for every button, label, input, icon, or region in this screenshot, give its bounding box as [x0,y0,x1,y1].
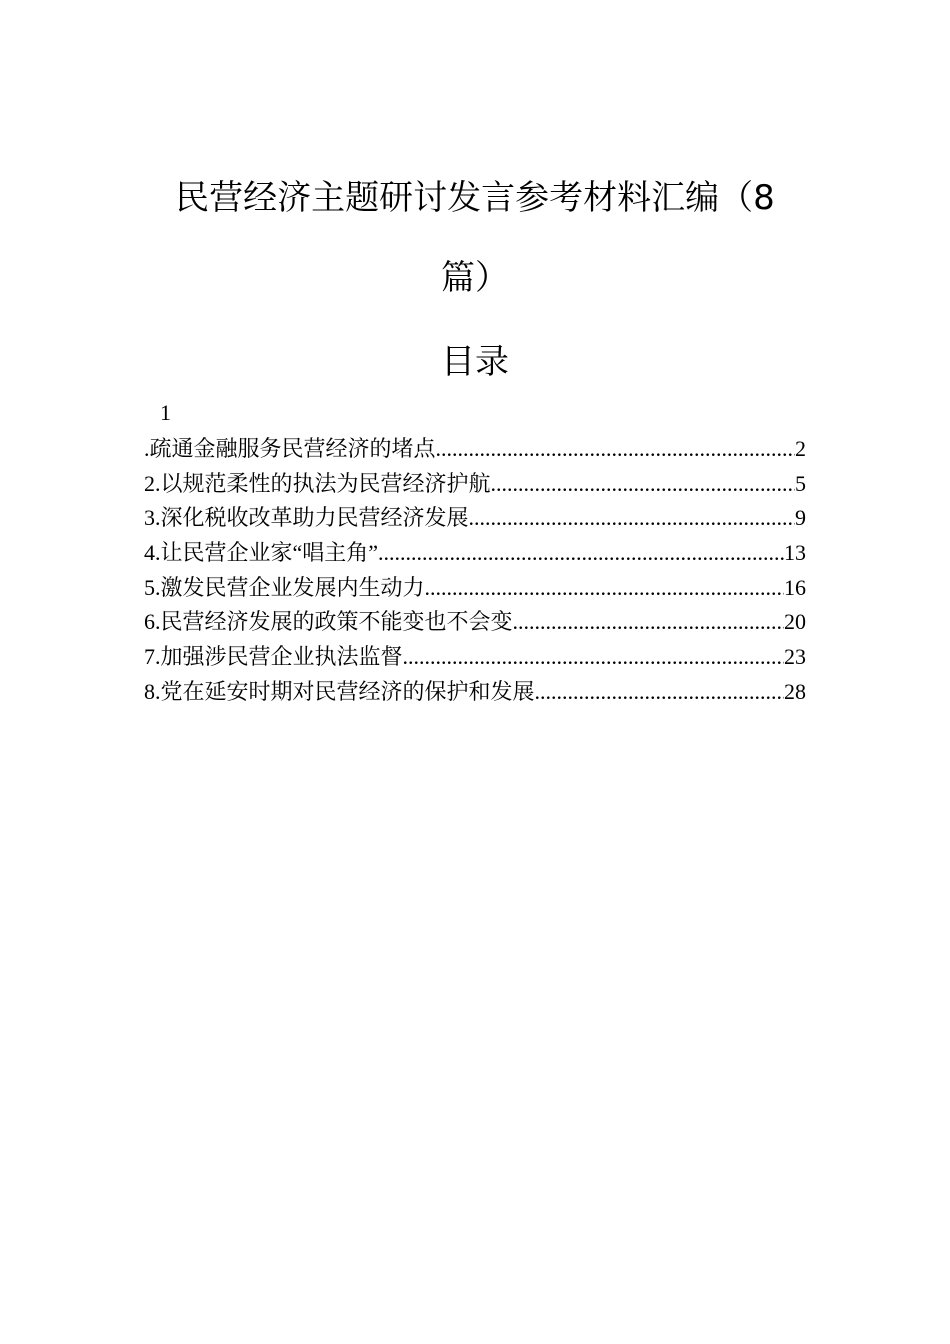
page-title: 民营经济主题研讨发言参考材料汇编（8篇） [175,178,775,298]
toc-entry-page: 13 [784,540,806,566]
toc-entry-text: 4.让民营企业家“唱主角” [144,540,379,566]
toc-entry[interactable] [144,432,806,467]
toc-entry-page: 9 [795,505,806,531]
toc-entry-text: 2.以规范柔性的执法为民营经济护航 [144,470,491,496]
toc-leader-dots [535,675,784,710]
toc-heading: 目录 [441,342,509,382]
toc-leader-dots [378,536,784,571]
toc-entry-page: 23 [784,644,806,670]
toc-entry-text: .疏通金融服务民营经济的堵点 [144,436,436,461]
toc-entry[interactable] [144,605,806,640]
toc-entry-page: 16 [784,574,806,600]
table-of-contents [144,394,806,710]
toc-entry-page: 5 [795,470,806,496]
toc-leader-dots [513,605,784,640]
toc-entry-text: 6.民营经济发展的政策不能变也不会变 [144,609,513,635]
toc-entry[interactable] [144,675,806,710]
toc-leader-dots [425,571,784,606]
toc-entry[interactable] [144,536,806,571]
toc-leader-dots [403,640,784,675]
toc-entry-text: 3.深化税收改革助力民营经济发展 [144,505,469,531]
toc-entry-text: 7.加强涉民营企业执法监督 [144,644,403,670]
toc-entry-page: 20 [784,609,806,635]
toc-entry-page: 2 [795,436,806,461]
toc-entry-text: 5.激发民营企业发展内生动力 [144,574,425,600]
toc-leader-dots [469,501,795,536]
toc-leader-dots [491,467,795,502]
toc-entry-text: 8.党在延安时期对民营经济的保护和发展 [144,678,535,704]
toc-entry-number: 1 [160,400,171,425]
toc-entry[interactable] [144,501,806,536]
toc-leader-dots [436,432,795,467]
toc-entry[interactable] [144,467,806,502]
toc-entry[interactable] [144,640,806,675]
toc-entry-page: 28 [784,678,806,704]
toc-entry[interactable] [144,571,806,606]
